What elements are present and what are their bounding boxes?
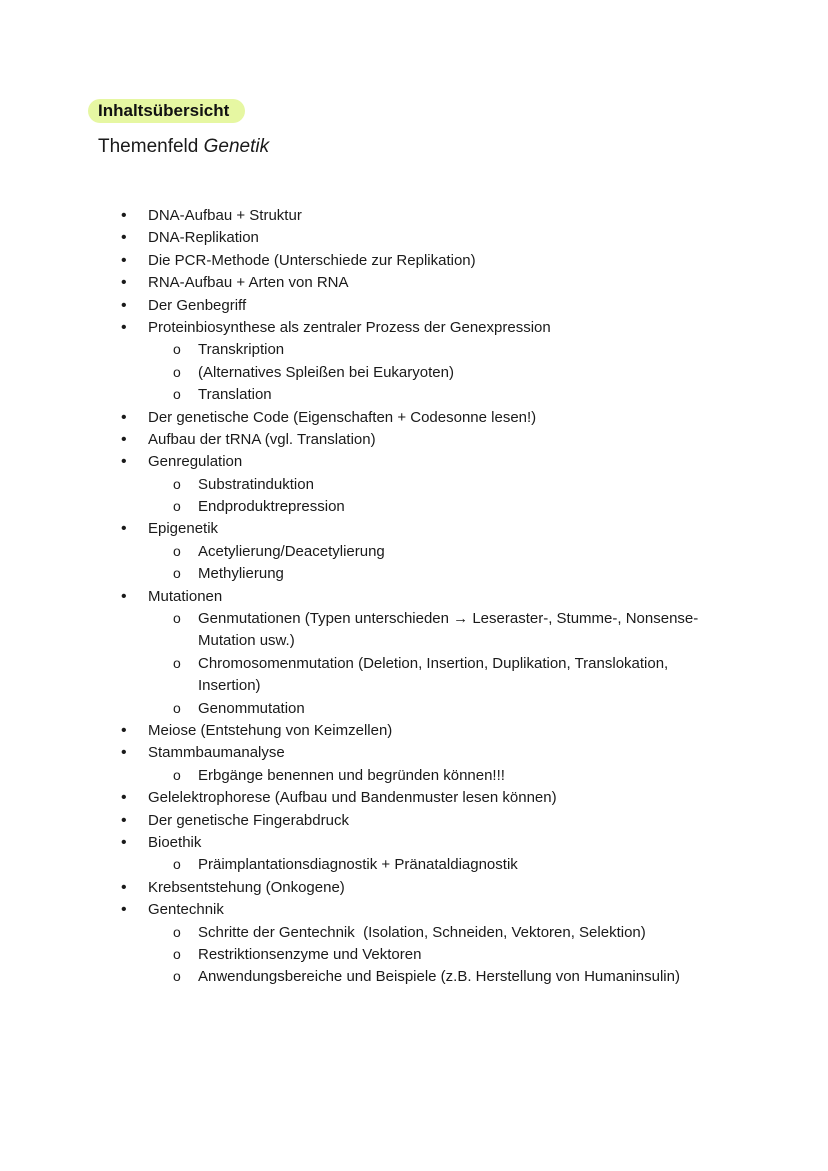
circle-bullet-icon: o: [173, 610, 181, 627]
list-item: [0, 742, 828, 764]
bullet-icon: •: [121, 207, 127, 224]
sub-list-item: [0, 541, 828, 563]
circle-bullet-icon: o: [173, 945, 181, 962]
bullet-icon: •: [121, 789, 127, 807]
sub-list-item-text: Acetylierung/Deacetylierung: [198, 542, 385, 560]
circle-bullet-icon: o: [173, 341, 181, 358]
list-item-text: Stammbaumanalyse: [148, 744, 285, 762]
circle-bullet-icon: o: [173, 542, 181, 559]
sub-list-item-text: Genommutation: [198, 699, 305, 717]
list-item: [0, 205, 828, 227]
sub-list-item-text: Insertion): [198, 677, 261, 695]
list-item: [0, 810, 828, 832]
list-item: [0, 429, 828, 451]
list-item-text: Krebsentstehung (Onkogene): [148, 878, 345, 896]
list-item: [0, 250, 828, 272]
circle-bullet-icon: o: [173, 923, 181, 940]
list-item: [0, 451, 828, 473]
sub-list-item: [0, 765, 828, 787]
heading-highlight: [88, 99, 245, 123]
list-item: [0, 787, 828, 809]
bullet-icon: •: [121, 833, 127, 851]
subtitle-emphasis: Genetik: [203, 136, 270, 157]
sub-list-item-text: Schritte der Gentechnik (Isolation, Schneiden, Vektoren, Selektion): [198, 923, 646, 941]
sub-list-item-continuation: [0, 630, 828, 652]
circle-bullet-icon: o: [173, 968, 181, 985]
sub-list-item-text: Präimplantationsdiagnostik + Pränataldiagnostik: [198, 856, 518, 874]
bullet-icon: •: [121, 229, 127, 247]
sub-list-item: [0, 474, 828, 496]
list-item: [0, 586, 828, 608]
bullet-icon: •: [121, 587, 127, 605]
bullet-icon: •: [121, 408, 127, 426]
list-item-text: Meiose (Entstehung von Keimzellen): [148, 721, 393, 739]
list-item: [0, 877, 828, 899]
sub-list-item-continuation: [0, 675, 828, 697]
list-item: [0, 272, 828, 294]
sub-list-item-text: Anwendungsbereiche und Beispiele (z.B. Herstellung von Humaninsulin): [198, 968, 680, 986]
sub-list-item: [0, 944, 828, 966]
sub-list-item-text: Mutation usw.): [198, 632, 295, 650]
bullet-icon: •: [121, 901, 127, 919]
list-item-text: RNA-Aufbau + Arten von RNA: [148, 274, 349, 292]
list-item-text: Mutationen: [148, 587, 223, 605]
list-item-text: Gentechnik: [148, 901, 224, 919]
sub-list-item-text: Methylierung: [198, 565, 284, 583]
sub-list-item: [0, 698, 828, 720]
bullet-icon: •: [121, 744, 127, 762]
circle-bullet-icon: o: [173, 856, 181, 873]
list-item: [0, 899, 828, 921]
sub-list-item-text: Chromosomenmutation (Deletion, Insertion, Duplikation, Translokation,: [198, 654, 669, 672]
sub-list-item-text: Restriktionsenzyme und Vektoren: [198, 945, 422, 963]
sub-list-item: [0, 362, 828, 384]
sub-list-item: [0, 384, 828, 406]
table-of-contents: [0, 205, 828, 989]
list-item: [0, 227, 828, 249]
sub-list-item-text: Translation: [198, 386, 272, 404]
list-item-text: Der genetische Code (Eigenschaften + Codesonne lesen!): [148, 408, 537, 426]
bullet-icon: •: [121, 430, 127, 448]
bullet-icon: •: [121, 878, 127, 896]
subtitle: [98, 135, 269, 159]
circle-bullet-icon: o: [173, 386, 181, 403]
list-item-text: Proteinbiosynthese als zentraler Prozess der Genexpression: [148, 318, 551, 336]
list-item-text: Genregulation: [148, 453, 243, 471]
list-item-text: DNA-Replikation: [148, 229, 259, 247]
bullet-icon: •: [121, 453, 127, 471]
list-item-text: Der Genbegriff: [148, 296, 247, 314]
sub-list-item: [0, 966, 828, 988]
bullet-icon: •: [121, 520, 127, 538]
list-item: [0, 295, 828, 317]
sub-list-item-text: (Alternatives Spleißen bei Eukaryoten): [198, 363, 454, 381]
sub-list-item: [0, 608, 828, 630]
sub-list-item-text: Substratinduktion: [198, 475, 314, 493]
bullet-icon: •: [121, 811, 127, 829]
sub-list-item-text: Endproduktrepression: [198, 498, 345, 516]
list-item: [0, 720, 828, 742]
circle-bullet-icon: o: [173, 699, 181, 716]
subtitle-prefix: Themenfeld: [98, 136, 204, 157]
sub-list-item: [0, 339, 828, 361]
bullet-icon: •: [121, 274, 127, 292]
bullet-icon: •: [121, 296, 127, 314]
list-item: [0, 317, 828, 339]
list-item-text: Der genetische Fingerabdruck: [148, 811, 349, 829]
sub-list-item: [0, 563, 828, 585]
sub-list-item: [0, 653, 828, 675]
sub-list-item: [0, 496, 828, 518]
circle-bullet-icon: o: [173, 498, 181, 515]
list-item-text: Gelelektrophorese (Aufbau und Bandenmuster lesen können): [148, 789, 557, 807]
sub-list-item: [0, 854, 828, 876]
circle-bullet-icon: o: [173, 565, 181, 582]
page-title: Inhaltsübersicht: [88, 99, 245, 123]
list-item-text: Die PCR-Methode (Unterschiede zur Replikation): [148, 251, 476, 269]
circle-bullet-icon: o: [173, 766, 181, 783]
list-item-text: Aufbau der tRNA (vgl. Translation): [148, 430, 376, 448]
sub-list-item: [0, 922, 828, 944]
list-item-text: DNA-Aufbau + Struktur: [148, 207, 302, 224]
bullet-icon: •: [121, 318, 127, 336]
sub-list-item-text: Transkription: [198, 341, 285, 359]
sub-list-item-text: Genmutationen (Typen unterschieden → Leseraster-, Stumme-, Nonsense-: [198, 610, 699, 628]
circle-bullet-icon: o: [173, 654, 181, 671]
list-item: [0, 407, 828, 429]
bullet-icon: •: [121, 251, 127, 269]
list-item-text: Epigenetik: [148, 520, 219, 538]
bullet-icon: •: [121, 721, 127, 739]
circle-bullet-icon: o: [173, 363, 181, 380]
sub-list-item-text: Erbgänge benennen und begründen können!!!: [198, 766, 505, 784]
list-item-text: Bioethik: [148, 833, 202, 851]
circle-bullet-icon: o: [173, 475, 181, 492]
list-item: [0, 832, 828, 854]
list-item: [0, 518, 828, 540]
